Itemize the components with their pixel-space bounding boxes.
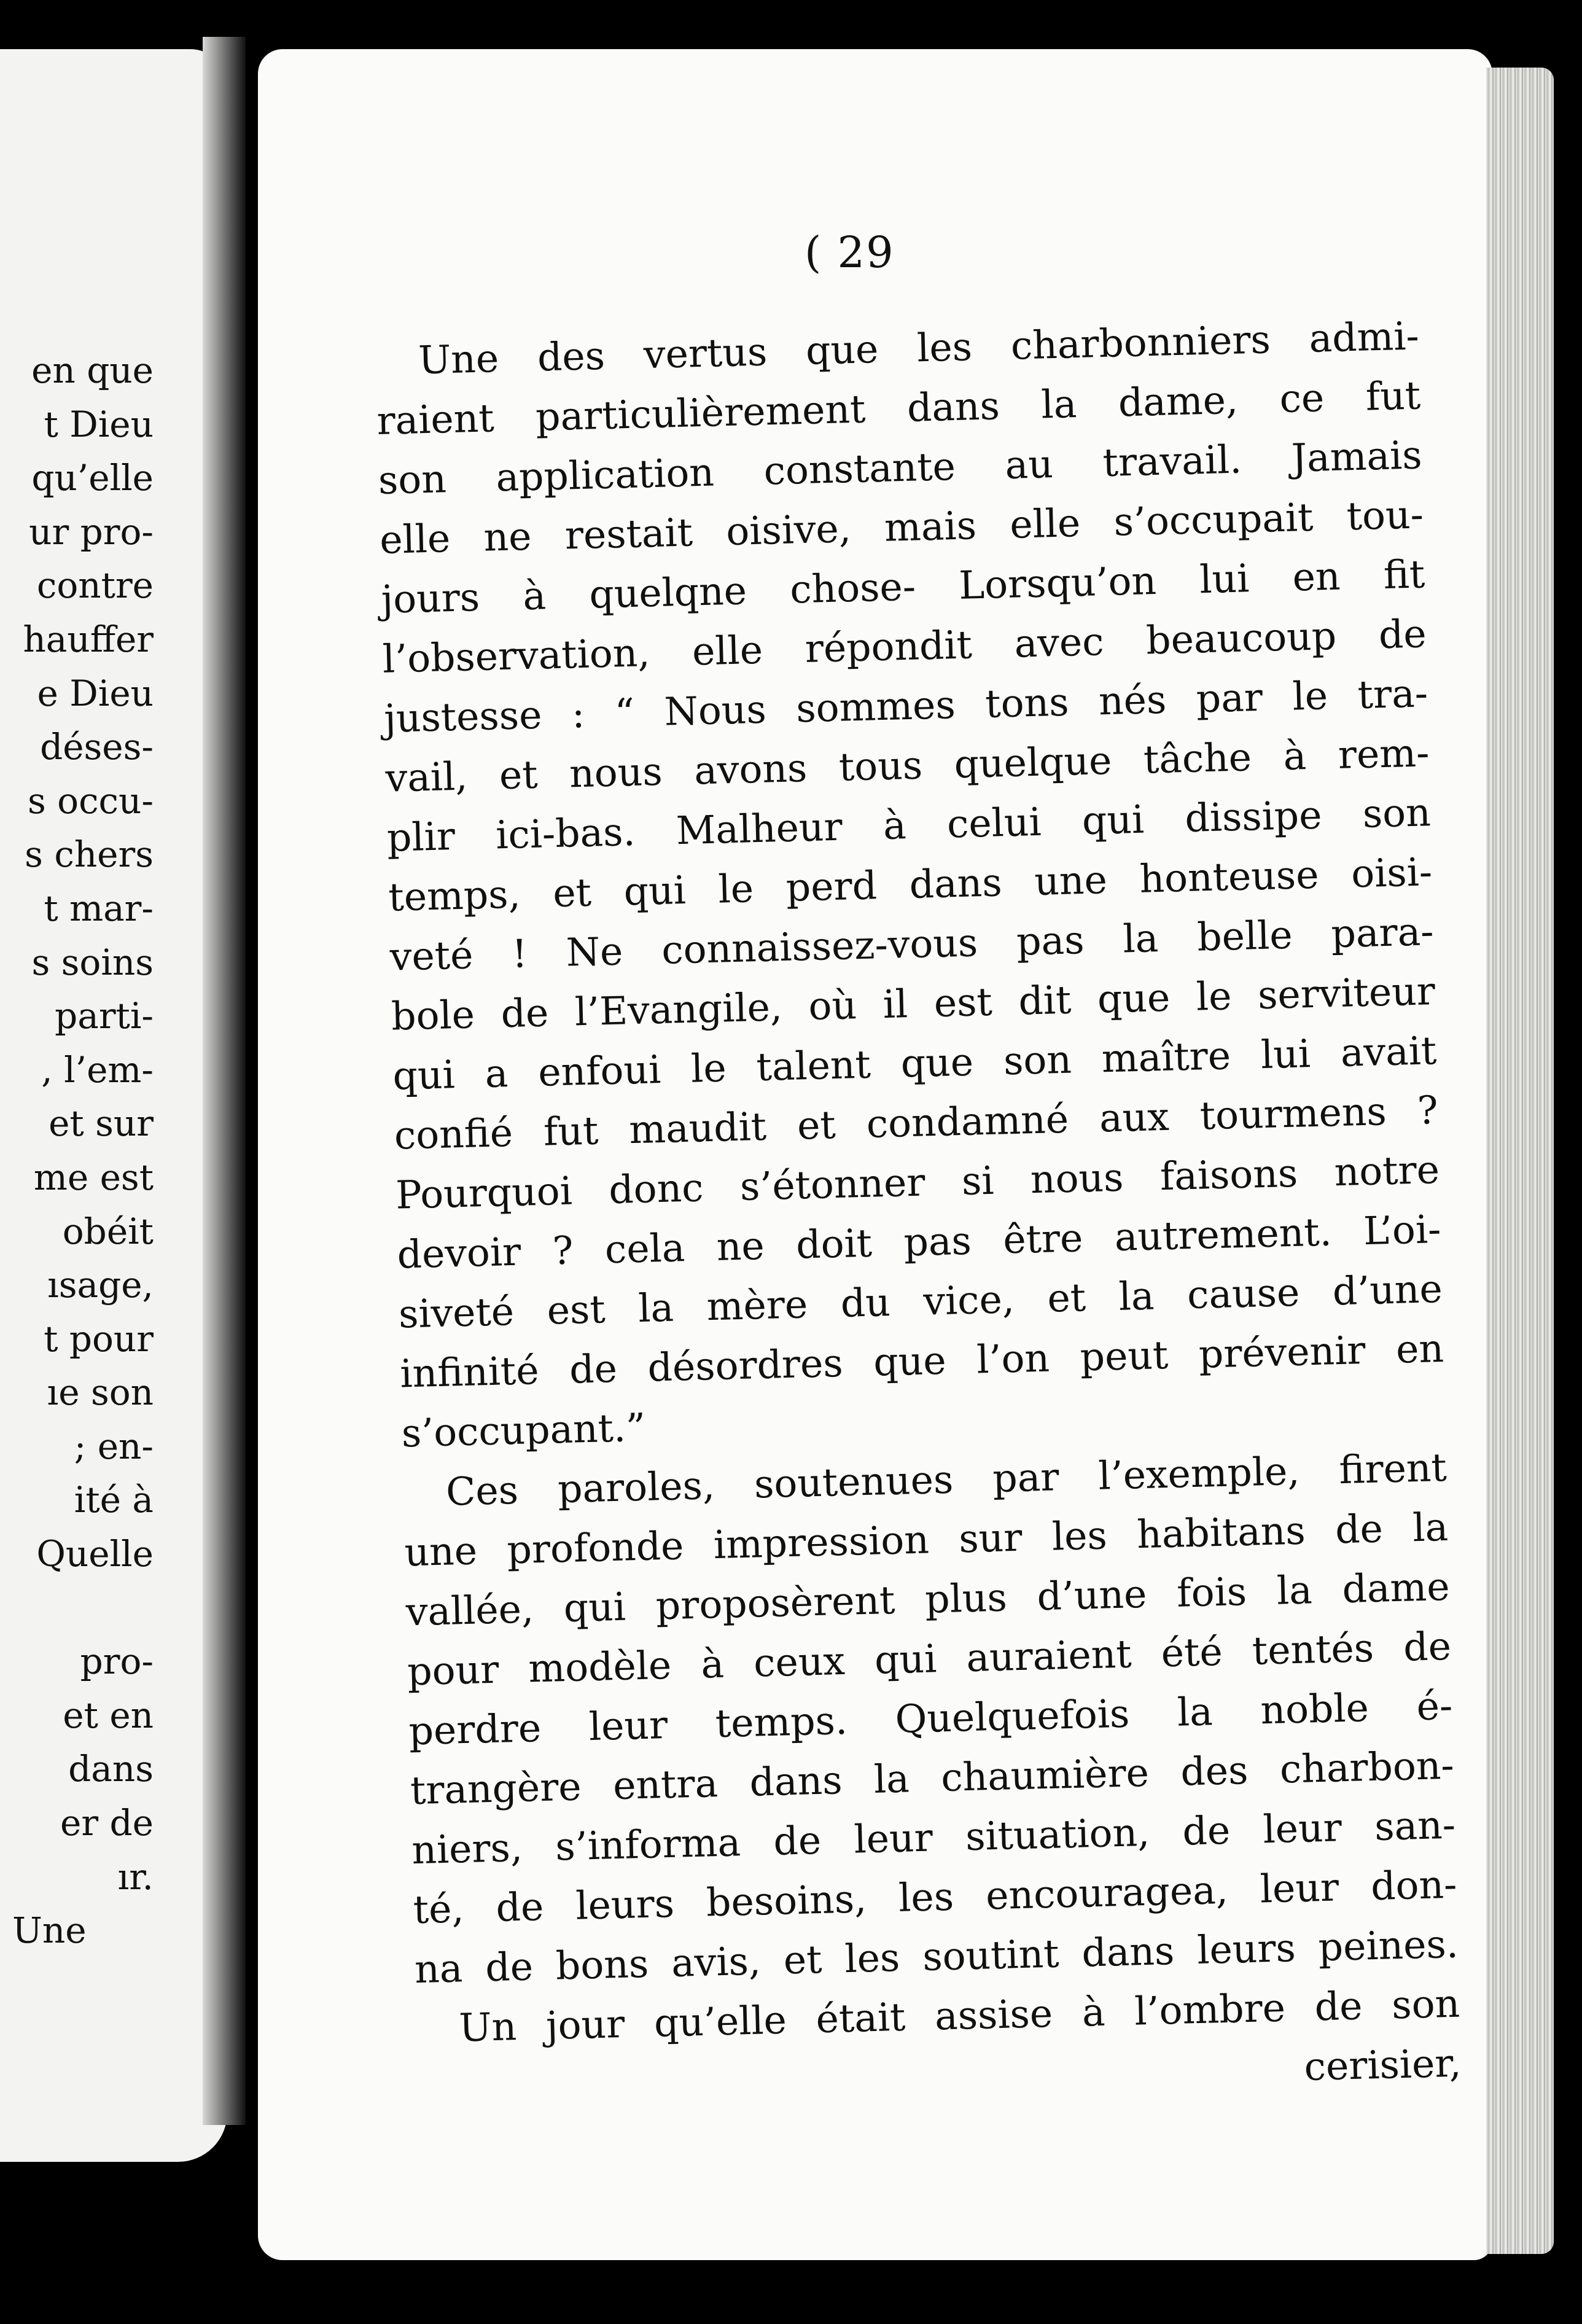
left-fragment-line: t Dieu [44,403,154,445]
text-line: Pourquoi donc s’étonner si nous faisons notre [395,1147,1440,1218]
left-fragment-line: , l’em- [41,1048,154,1091]
text-line: raient particulièrement dans la dame, ce fut [376,373,1421,443]
page-number: ( 29 [805,227,895,278]
text-line: plir ici-bas. Malheur à celui qui dissipe son [386,790,1432,860]
left-fragment-line: pro- [80,1640,154,1683]
catchword: cerisier, [1303,2040,1462,2089]
left-page [0,49,227,2162]
text-line: jours à quelqne chose- Lorsqu’on lui en fit [380,552,1426,622]
left-fragment-line: ır. [117,1855,154,1898]
text-line: Ces paroles, soutenues par l’exemple, firent [445,1445,1448,1515]
text-line: qui a enfoui le talent que son maître lui avait [392,1028,1438,1099]
left-fragment-line: parti- [55,995,154,1037]
text-line: infinité de désordres que l’on peut prévenir en [399,1325,1444,1397]
left-fragment-line: hauffer [23,618,154,660]
left-fragment-line: qu’elle [31,457,154,499]
left-fragment-line: ıe son [47,1371,154,1414]
left-fragment-line: t mar- [44,887,154,929]
text-line: na de bons avis, et les soutint dans leurs peines. [414,1921,1459,1992]
left-fragment-line: obéit [62,1210,154,1252]
text-line: elle ne restait oisive, mais elle s’occupait tou- [379,492,1424,563]
left-fragment-line: er de [60,1802,154,1844]
text-line: confié fut maudit et condamné aux tourmens ? [394,1088,1439,1158]
left-fragment-line: Quelle [36,1533,154,1575]
left-page-catchword: Une [12,1909,87,1952]
left-fragment-line: et sur [49,1102,154,1145]
left-fragment-line: et en [63,1694,154,1736]
text-line: l’observation, elle répondit avec beaucoup de [382,611,1427,682]
text-line: s’occupant.” [400,1405,647,1456]
text-line: son application constante au travail. Jamais [378,432,1423,503]
page-body-text [375,306,1462,2118]
left-fragment-line: t pour [44,1317,154,1360]
text-line: veté ! Ne connaissez-vous pas la belle para- [389,909,1435,980]
text-line: vallée, qui proposèrent plus d’une fois la dame [405,1564,1451,1635]
left-fragment-line: me est [33,1156,154,1198]
text-line: justesse : “ Nous sommes tons nés par le tra- [383,671,1428,741]
left-fragment-line: déses- [40,726,154,768]
page-edges [1486,68,1554,2254]
text-line: Une des vertus que les charbonniers admi- [418,313,1420,383]
text-line: perdre leur temps. Quelquefois la noble é- [408,1683,1454,1754]
text-line: bole de l’Evangile, où il est dit que le serviteur [391,969,1436,1039]
left-fragment-line: ité à [74,1479,154,1521]
left-fragment-line: s soins [31,941,154,983]
text-line: une profonde impression sur les habitans de la [403,1504,1449,1575]
text-line: siveté est la mère du vice, et la cause d’une [398,1266,1443,1337]
text-line: Un jour qu’elle était assise à l’ombre de son [458,1981,1460,2051]
left-fragment-line: ur pro- [29,510,154,553]
text-line: devoir ? cela ne doit pas être autrement. L’oi- [396,1207,1442,1277]
text-line: té, de leurs besoins, les encouragea, leur don- [412,1862,1458,1933]
left-fragment-line: s chers [25,833,154,876]
left-fragment-line: dans [68,1748,154,1790]
left-fragment-line [0,1581,154,1636]
left-page-text-fragments [0,344,154,1958]
left-fragment-line: en que [31,349,154,391]
text-line: pour modèle à ceux qui auraient été tentés de [407,1623,1452,1694]
left-fragment-line: contre [36,564,154,607]
left-fragment-line: ısage, [47,1264,154,1306]
left-fragment-line: s occu- [27,779,154,822]
left-fragment-line: e Dieu [37,672,154,714]
book-gutter [203,37,246,2125]
text-line: vail, et nous avons tous quelque tâche à rem- [384,730,1430,801]
text-line: niers, s’informa de leur situation, de leur san- [411,1802,1456,1873]
text-line: temps, et qui le perd dans une honteuse oisi- [388,849,1433,920]
left-fragment-line: ; en- [74,1425,154,1467]
text-line: trangère entra dans la chaumière des charbon- [410,1742,1455,1814]
